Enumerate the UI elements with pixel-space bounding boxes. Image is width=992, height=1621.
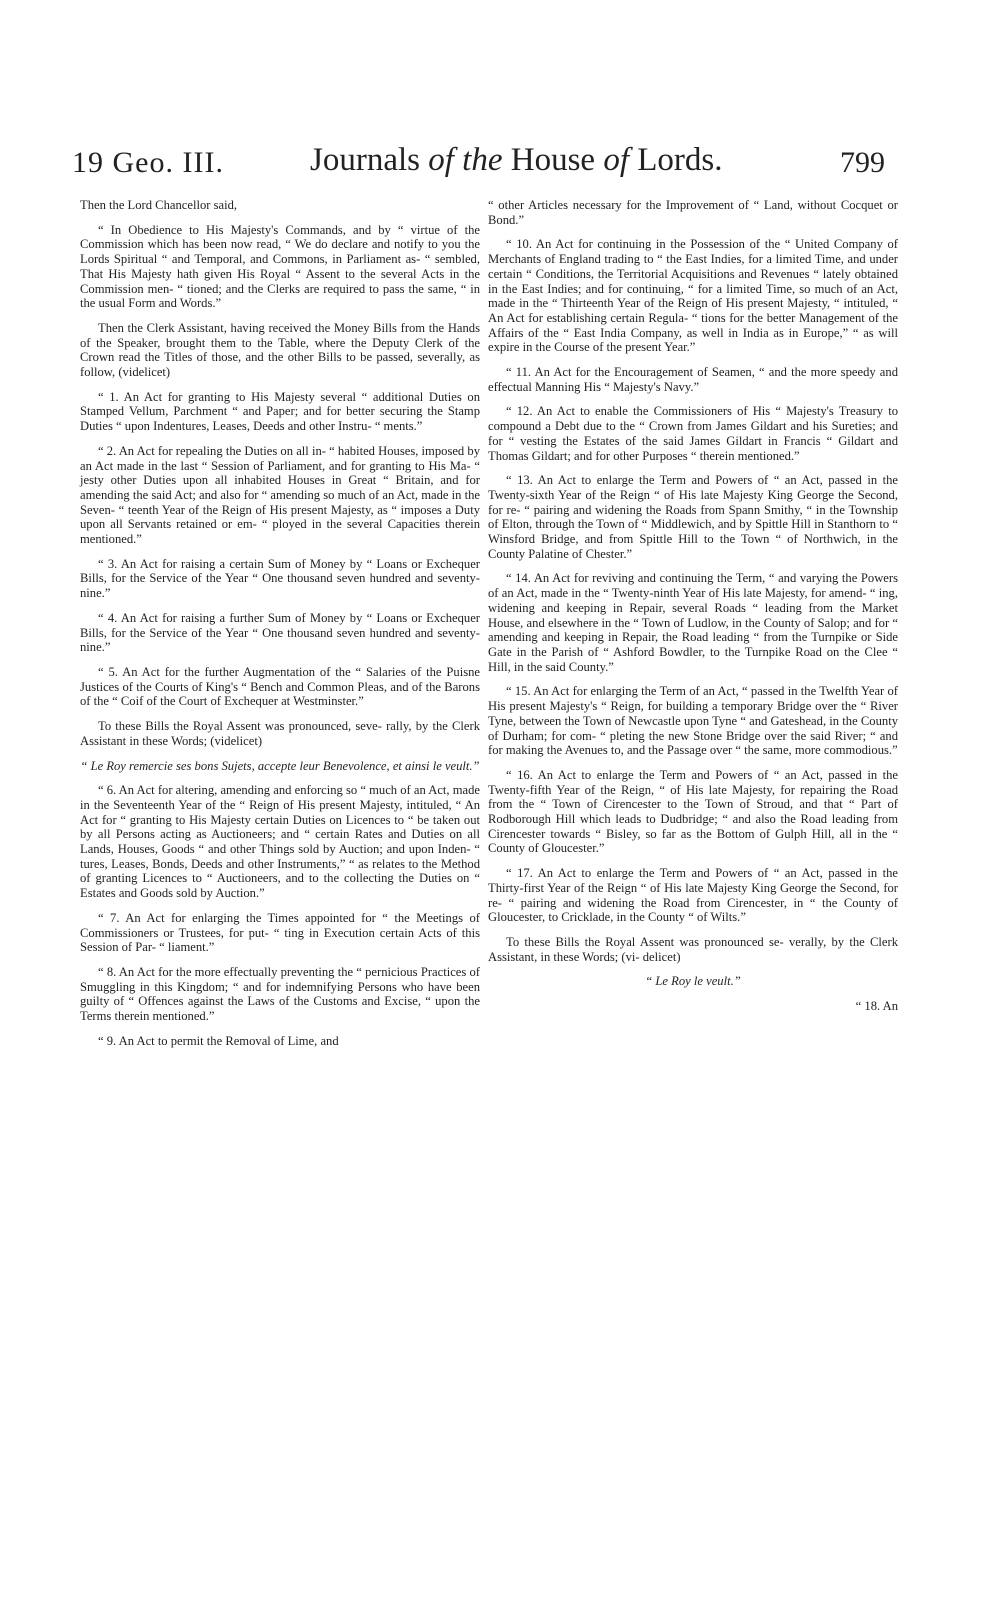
- paragraph: “ 12. An Act to enable the Commissioners of His “ Majesty's Treasury to compound a Debt due to the “ Crown from James Gildart and his Sureties; and for “ vesting the Estates of the said James Gildart in Francis “ Gildart and Thomas Gildart; and for other Purposes “ therein mentioned.”: [488, 404, 898, 463]
- paragraph: “ 17. An Act to enlarge the Term and Powers of “ an Act, passed in the Thirty-first Year of the Reign “ of His late Majesty King George the Second, for re- “ pairing and widening the Road from Cirencester, in “ the County of Gloucester, to Cricklade, in the County “ of Wilts.”: [488, 866, 898, 925]
- paragraph: “ 1. An Act for granting to His Majesty several “ additional Duties on Stamped Vellum, Parchment “ and Paper; and for better securing the Stamp Duties “ upon Indentures, Leases, Deeds and other Instru- “ ments.”: [80, 389, 480, 434]
- paragraph: “ 4. An Act for raising a further Sum of Money by “ Loans or Exchequer Bills, for the Service of the Year “ One thousand seven hundred and seventy-nine.”: [80, 610, 480, 655]
- catchword: “ 18. An: [855, 999, 898, 1014]
- paragraph: Then the Lord Chancellor said,: [80, 198, 238, 212]
- title-word-journals: Journals: [310, 142, 420, 178]
- paragraph: “ 15. An Act for enlarging the Term of an Act, “ passed in the Twelfth Year of His present Majesty's “ Reign, for building a temporary Bridge over the “ River Tyne, between the Town of Newcastle upon Tyne “ and Gateshead, in the County of Durham; for com- “ pleting the new Stone Bridge over the said River; “ and for making the Avenues to, and the Passage over “ the same, more commodious.”: [488, 684, 898, 758]
- paragraph: “ other Articles necessary for the Improvement of “ Land, without Cocquet or Bond.”: [488, 198, 898, 227]
- journal-title: [310, 142, 722, 179]
- paragraph: Then the Clerk Assistant, having received the Money Bills from the Hands of the Speaker, brought them to the Table, where the Deputy Clerk of the Crown read the Titles of those, and the other Bills to be passed, severally, as follow, (videlicet): [80, 320, 480, 380]
- title-word-of: of: [603, 142, 629, 178]
- paragraph: “ 2. An Act for repealing the Duties on all in- “ habited Houses, imposed by an Act made in the last “ Session of Parliament, and for granting to His Ma- “ jesty other Duties upon all inhabited Houses in Great “ Britain, and for amending the said Act; and also for “ amending so much of an Act, made in the Seven- “ teenth Year of the Reign of His present Majesty, as “ imposes a Duty upon all Servants retained or em- “ ployed in the several Capacities therein mentioned.”: [80, 443, 480, 547]
- paragraph: “ In Obedience to His Majesty's Commands, and by “ virtue of the Commission which has been now read, “ We do declare and notify to you the Lords Spiritual “ and Temporal, and Commons, in Parliament as- “ sembled, That His Majesty hath given His Royal “ Assent to the several Acts in the Commission men- “ tioned; and the Clerks are required to pass the same, “ in the usual Form and Words.”: [80, 222, 480, 311]
- paragraph: “ 16. An Act to enlarge the Term and Powers of “ an Act, passed in the Twenty-fifth Year of the Reign, “ of His late Majesty, for repairing the Road from the “ Town of Cirencester to the Town of Stroud, and that “ Part of Rodborough Hill which leads to Dudbridge; “ and also the Road leading from Cirencester towards “ Bisley, so far as the Bottom of Gulph Hill, all in the “ County of Gloucester.”: [488, 767, 898, 856]
- paragraph: To these Bills the Royal Assent was pronounced se- verally, by the Clerk Assistant, in these Words; (vi- delicet): [488, 934, 898, 964]
- paragraph: “ 10. An Act for continuing in the Possession of the “ United Company of Merchants of England trading to “ the East Indies, for a limited Time, and under certain “ Conditions, the Territorial Acquisitions and Revenues “ lately obtained in the East Indies; and for continuing, “ for a limited Time, so much of an Act, made in the “ Thirteenth Year of the Reign of His present Majesty, “ intituled, “ An Act for establishing certain Regula- “ tions for the better Management of the Affairs of the “ East India Company, as well in India as in Europe,” “ as will expire in the Course of the present Year.”: [488, 237, 898, 355]
- page-number: 799: [840, 146, 885, 179]
- paragraph: “ 11. An Act for the Encouragement of Seamen, “ and the more speedy and effectual Manning His “ Majesty's Navy.”: [488, 365, 898, 394]
- paragraph: To these Bills the Royal Assent was pronounced, seve- rally, by the Clerk Assistant in these Words; (videlicet): [80, 719, 480, 748]
- paragraph: “ 3. An Act for raising a certain Sum of Money by “ Loans or Exchequer Bills, for the Service of the Year “ One thousand seven hundred and seventy-nine.”: [80, 556, 480, 601]
- royal-assent-formula: “ Le Roy le veult.”: [645, 974, 741, 989]
- paragraph: “ 13. An Act to enlarge the Term and Powers of “ an Act, passed in the Twenty-sixth Year of the Reign “ of His late Majesty King George the Second, for re- “ pairing and widening the Roads from Spann Smithy, “ in the Township of Elton, through the Town of “ Middlewich, and by Spittle Hill in Stanthorn to “ Winsford Bridge, and from Spittle Hill to the Town “ of Northwich, in the County Palatine of Chester.”: [488, 473, 898, 561]
- paragraph: “ 5. An Act for the further Augmentation of the “ Salaries of the Puisne Justices of the Courts of King's “ Bench and Common Pleas, and of the Barons of the “ Coif of the Court of Exchequer at Westminster.”: [80, 664, 480, 709]
- paragraph: “ 9. An Act to permit the Removal of Lime, and: [98, 1033, 339, 1048]
- title-word-lords: Lords.: [637, 142, 723, 178]
- title-word-house: House: [510, 142, 596, 178]
- paragraph: “ 8. An Act for the more effectually preventing the “ pernicious Practices of Smuggling in this Kingdom; “ and for indemnifying Persons who have been guilty of “ Offences against the Laws of the Customs and Excise, “ upon the Terms therein mentioned.”: [80, 964, 480, 1024]
- paragraph: “ 7. An Act for enlarging the Times appointed for “ the Meetings of Commissioners or Trustees, for put- “ ting in Execution certain Acts of this Session of Par- “ liament.”: [80, 910, 480, 955]
- left-column: [80, 198, 480, 1058]
- royal-assent-formula: “ Le Roy remercie ses bons Sujets, accepte leur Benevolence, et ainsi le veult.”: [80, 758, 480, 773]
- regnal-year: 19 Geo. III.: [72, 146, 224, 179]
- paragraph: “ 6. An Act for altering, amending and enforcing so “ much of an Act, made in the Seventeenth Year of the “ Reign of His present Majesty, intituled, “ An Act for “ granting to His Majesty certain Duties on Licences to “ be taken out by all Persons acting as Auctioneers; and “ certain Rates and Duties on all Lands, Houses, Goods “ and other Things sold by Auction; and upon Inden- “ tures, Leases, Bonds, Deeds and other Instruments,” “ as relates to the Method of granting Licences to “ Auctioneers, and to the collecting the Duties on “ Estates and Goods sold by Auction.”: [80, 783, 480, 901]
- title-word-of-the: of the: [428, 142, 503, 178]
- right-column: [488, 198, 898, 1024]
- page-header: [0, 140, 992, 190]
- paragraph: “ 14. An Act for reviving and continuing the Term, “ and varying the Powers of an Act, made in the “ Twenty-ninth Year of His late Majesty, for amend- “ ing, widening and keeping in Repair, several Roads “ leading from the Market House, and elsewhere in the “ Town of Ludlow, in the County of Salop; and for “ amending and keeping in Repair, the Road leading “ from the Turnpike or Side Gate in the Parish of “ Ashford Bowdler, to the Turnpike Road on the Clee “ Hill, in the said County.”: [488, 571, 898, 674]
